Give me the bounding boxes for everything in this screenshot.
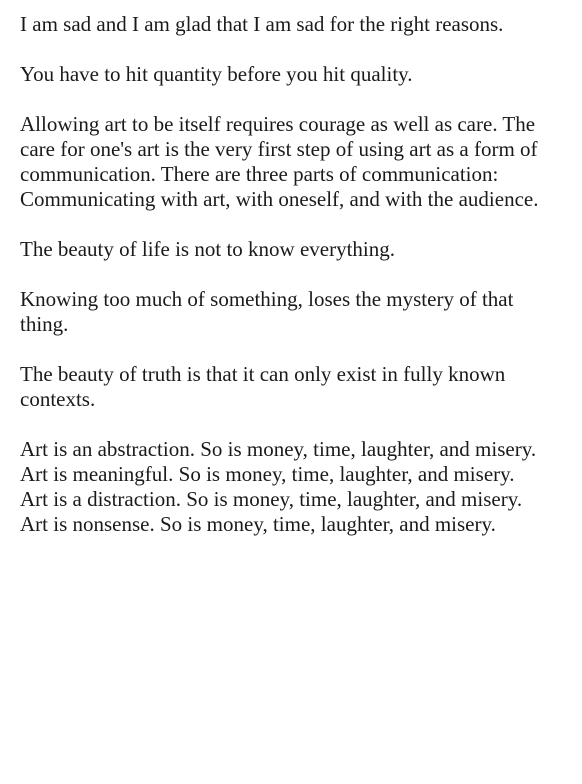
paragraph-knowing-too-much: Knowing too much of something, loses the mystery of that thing. bbox=[20, 287, 514, 336]
paragraph-beauty-of-life: The beauty of life is not to know everything. bbox=[20, 237, 395, 261]
paragraph-beauty-of-truth: The beauty of truth is that it can only exist in fully known contexts. bbox=[20, 362, 506, 411]
art-line-meaningful: Art is meaningful. So is money, time, laughter, and misery. bbox=[20, 462, 515, 486]
paragraph-art-communication: Allowing art to be itself requires courage as well as care. The care for one's art is the very first step of using art as a form of communication. There are three parts of communication: Communicating with art, with oneself, and with the audience. bbox=[20, 112, 539, 211]
art-lines-block bbox=[20, 437, 565, 537]
art-line-distraction: Art is a distraction. So is money, time, laughter, and misery. bbox=[20, 487, 523, 511]
paragraph-quantity-quality: You have to hit quantity before you hit quality. bbox=[20, 62, 413, 86]
paragraph-sad-glad: I am sad and I am glad that I am sad for the right reasons. bbox=[20, 12, 504, 36]
document-body bbox=[20, 12, 565, 562]
art-line-abstraction: Art is an abstraction. So is money, time, laughter, and misery. bbox=[20, 437, 537, 461]
art-line-nonsense: Art is nonsense. So is money, time, laughter, and misery. bbox=[20, 512, 496, 536]
